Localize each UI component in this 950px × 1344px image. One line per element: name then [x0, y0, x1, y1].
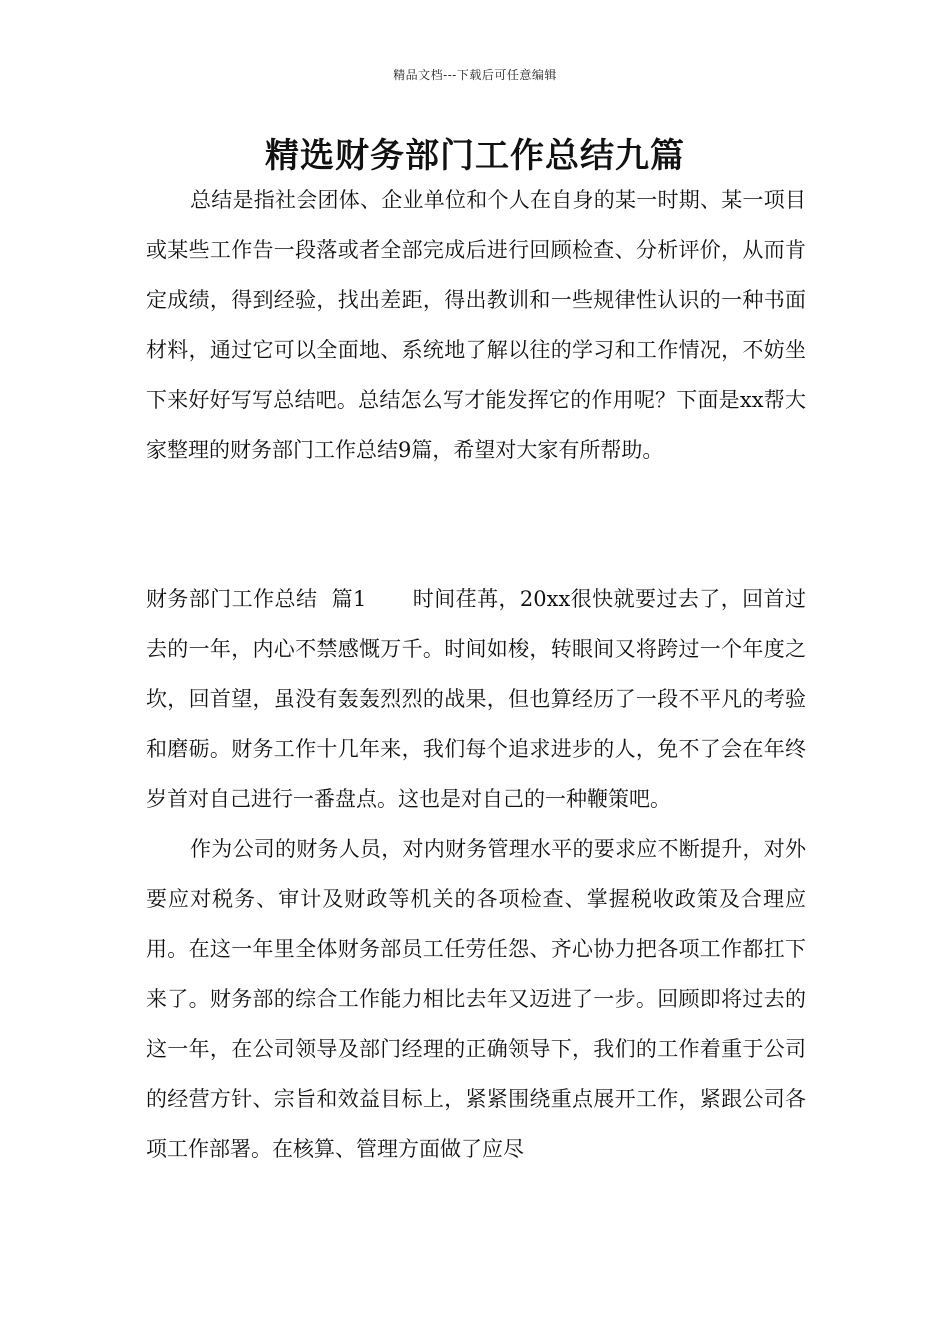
intro-block — [146, 175, 806, 475]
document-title: 精选财务部门工作总结九篇 — [265, 136, 685, 176]
section-1-label: 财务部门工作总结 篇1 — [146, 587, 367, 611]
section-1 — [146, 574, 806, 1174]
intro-paragraph: 总结是指社会团体、企业单位和个人在自身的某一时期、某一项目或某些工作告一段落或者全部完成后进行回顾检查、分析评价，从而肯定成绩，得到经验，找出差距，得出教训和一些规律性认识的一种书面材料，通过它可以全面地、系统地了解以往的学习和工作情况，不妨坐下来好好写写总结吧。总结怎么写才能发挥它的作用呢？下面是xx帮大家整理的财务部门工作总结9篇，希望对大家有所帮助。 — [146, 188, 806, 462]
section-1-first-paragraph — [146, 574, 806, 824]
section-1-paragraph-1: 时间荏苒，20xx很快就要过去了，回首过去的一年，内心不禁感慨万千。时间如梭，转眼间又将跨过一个年度之坎，回首望，虽没有轰轰烈烈的战果，但也算经历了一段不平凡的考验和磨砺。财务工作十几年来，我们每个追求进步的人，免不了会在年终岁首对自己进行一番盘点。这也是对自己的一种鞭策吧。 — [146, 587, 806, 811]
header-note: 精品文档---下载后可任意编辑 — [393, 68, 557, 82]
section-1-paragraph-2: 作为公司的财务人员，对内财务管理水平的要求应不断提升，对外要应对税务、审计及财政等机关的各项检查、掌握税收政策及合理应用。在这一年里全体财务部员工任劳任怨、齐心协力把各项工作都扛下来了。财务部的综合工作能力相比去年又迈进了一步。回顾即将过去的这一年，在公司领导及部门经理的正确领导下，我们的工作着重于公司的经营方针、宗旨和效益目标上，紧紧围绕重点展开工作，紧跟公司各项工作部署。在核算、管理方面做了应尽 — [146, 837, 806, 1161]
